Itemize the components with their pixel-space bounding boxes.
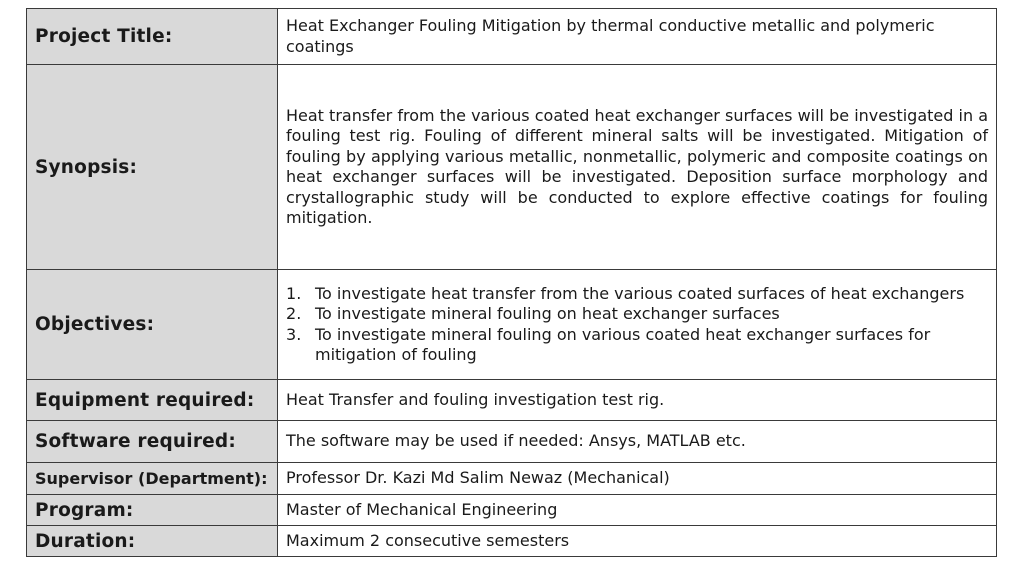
- objective-item: To investigate mineral fouling on various coated heat exchanger surfaces for mitigation of fouling: [315, 324, 931, 364]
- row-synopsis: [27, 65, 997, 270]
- row-equipment: [27, 380, 997, 421]
- objective-item: To investigate heat transfer from the various coated surfaces of heat exchangers: [315, 283, 965, 303]
- duration-label: Duration:: [27, 526, 278, 557]
- supervisor-label: Supervisor (Department):: [27, 463, 278, 495]
- project-info-table: [26, 8, 997, 557]
- equipment-label: Equipment required:: [27, 380, 278, 421]
- objectives-list: [286, 284, 988, 366]
- project-title-value: Heat Exchanger Fouling Mitigation by thermal conductive metallic and polymeric coatings: [278, 9, 997, 65]
- row-objectives: [27, 270, 997, 380]
- program-label: Program:: [27, 495, 278, 526]
- software-value: The software may be used if needed: Ansys, MATLAB etc.: [278, 421, 997, 463]
- synopsis-label: Synopsis:: [27, 65, 278, 270]
- equipment-value: Heat Transfer and fouling investigation test rig.: [278, 380, 997, 421]
- project-title-label: Project Title:: [27, 9, 278, 65]
- row-supervisor: [27, 463, 997, 495]
- row-software: [27, 421, 997, 463]
- objective-item: To investigate mineral fouling on heat exchanger surfaces: [315, 304, 780, 323]
- supervisor-value: Professor Dr. Kazi Md Salim Newaz (Mechanical): [278, 463, 997, 495]
- objectives-label: Objectives:: [27, 270, 278, 380]
- row-duration: [27, 526, 997, 557]
- synopsis-value: Heat transfer from the various coated heat exchanger surfaces will be investigated in a fouling test rig. Fouling of different mineral salts will be investigated. Mitigation of fouling by applying various metallic, nonmetallic, polymeric and composite coatings on heat exchanger surfaces will be investigated. Deposition surface morphology and crystallographic study will be conducted to explore effective coatings for fouling mitigation.: [278, 65, 997, 270]
- row-program: [27, 495, 997, 526]
- objectives-value: [278, 270, 997, 380]
- duration-value: Maximum 2 consecutive semesters: [278, 526, 997, 557]
- software-label: Software required:: [27, 421, 278, 463]
- row-project-title: [27, 9, 997, 65]
- program-value: Master of Mechanical Engineering: [278, 495, 997, 526]
